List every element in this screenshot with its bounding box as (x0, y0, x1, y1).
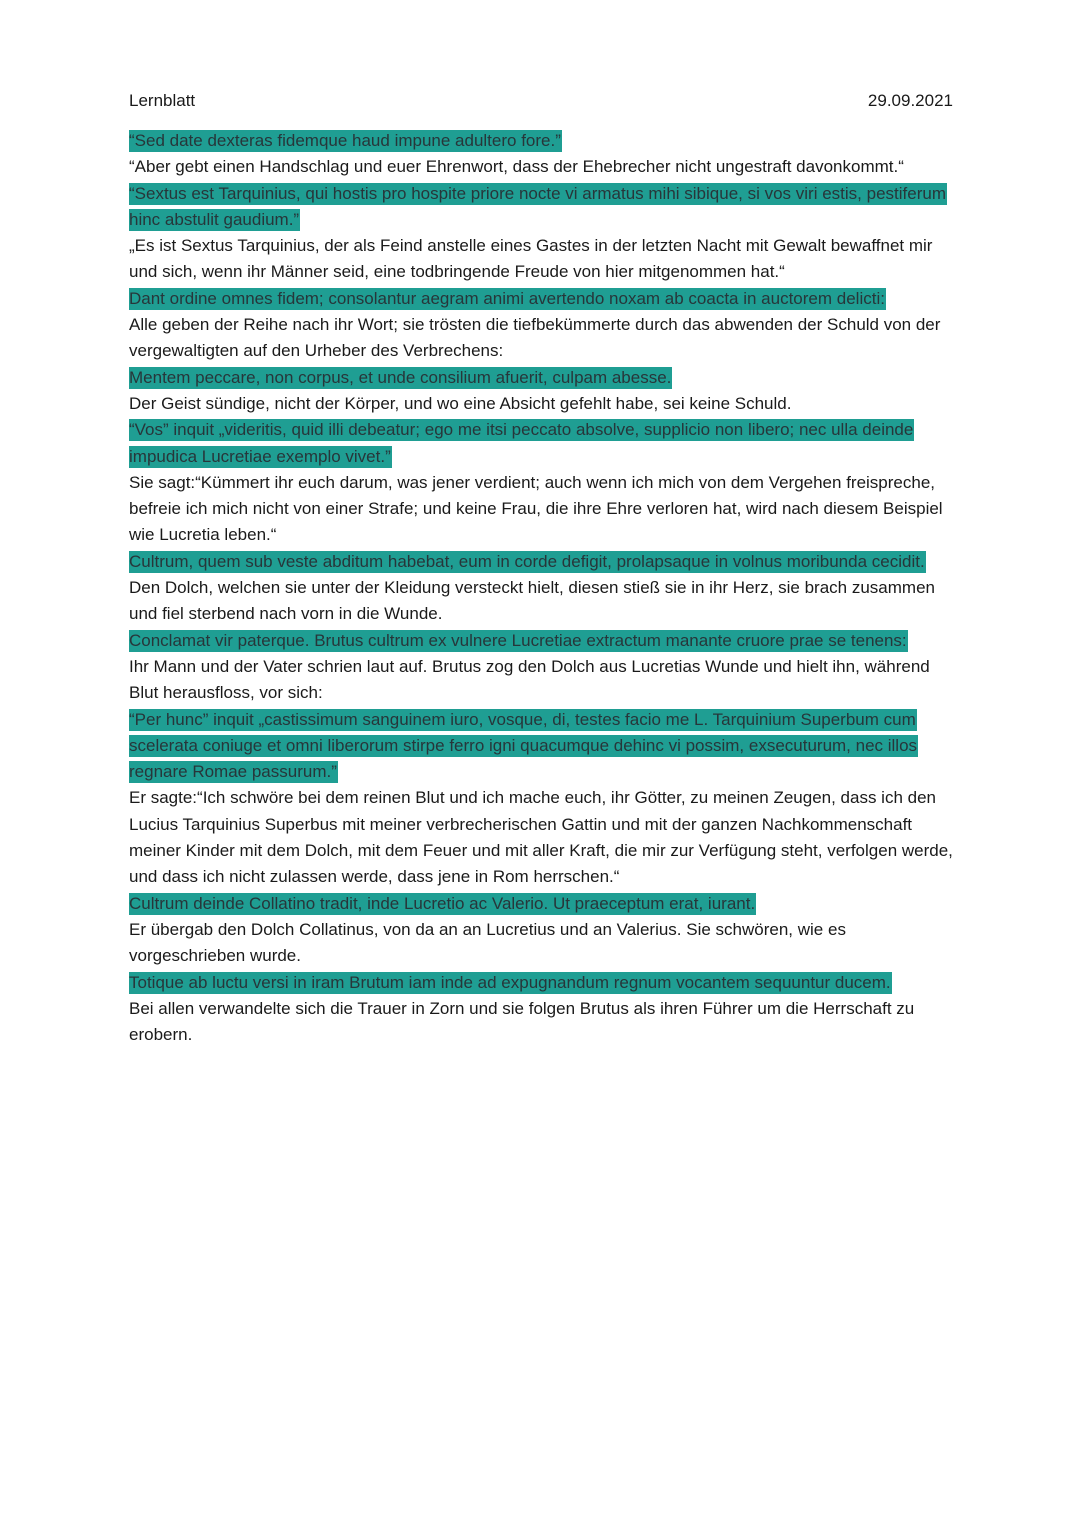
latin-passage (129, 549, 953, 575)
german-translation: Er übergab den Dolch Collatinus, von da an an Lucretius und an Valerius. Sie schwören, wie es vorgeschrieben wurde. (129, 919, 846, 966)
latin-passage (129, 891, 953, 917)
german-translation: Ihr Mann und der Vater schrien laut auf. Brutus zog den Dolch aus Lucretias Wunde und hielt ihn, während Blut herausfloss, vor sich: (129, 656, 930, 703)
german-translation: “Aber gebt einen Handschlag und euer Ehrenwort, dass der Ehebrecher nicht ungestraft davonkommt.“ (129, 157, 904, 177)
latin-highlighted-text: Cultrum, quem sub veste abditum habebat, eum in corde defigit, prolapsaque in volnus moribunda cecidit. (129, 551, 925, 571)
page-header (129, 88, 953, 114)
latin-highlighted-text: “Sextus est Tarquinius, qui hostis pro hospite priore nocte vi armatus mihi sibique, si vos viri estis, pestiferum hinc abstulit gaudium.” (129, 183, 946, 229)
latin-highlighted-text: Totique ab luctu versi in iram Brutum iam inde ad expugnandum regnum vocantem sequuntur ducem. (129, 972, 891, 992)
translation-content (129, 128, 953, 1048)
document-title: Lernblatt (129, 91, 196, 110)
latin-highlighted-text: “Sed date dexteras fidemque haud impune adultero fore.” (129, 131, 561, 150)
latin-highlighted-text: Cultrum deinde Collatino tradit, inde Lucretio ac Valerio. Ut praeceptum erat, iurant. (129, 893, 756, 913)
latin-passage (129, 286, 953, 312)
german-translation: Alle geben der Reihe nach ihr Wort; sie trösten die tiefbekümmerte durch das abwenden der Schuld von der vergewaltigten auf den Urheber des Verbrechens: (129, 315, 941, 361)
latin-passage (129, 365, 953, 391)
german-translation: Den Dolch, welchen sie unter der Kleidung versteckt hielt, diesen stieß sie in ihr Herz, sie brach zusammen und fiel sterbend nach vorn in die Wunde. (129, 578, 935, 624)
latin-passage (129, 181, 953, 234)
latin-highlighted-text: Conclamat vir paterque. Brutus cultrum ex vulnere Lucretiae extractum manante cruore prae se tenens: (129, 630, 907, 650)
german-translation: Bei allen verwandelte sich die Trauer in Zorn und sie folgen Brutus als ihren Führer um die Herrschaft zu erobern. (129, 998, 915, 1045)
latin-passage (129, 970, 953, 996)
latin-passage (129, 628, 953, 654)
latin-highlighted-text: “Per hunc” inquit „castissimum sanguinem iuro, vosque, di, testes facio me L. Tarquinium Superbum cum scelerata coniuge et omni liberorum stirpe ferro igni quacumque dehinc vi possim, exsecuturum, nec illos regnare Romae passurum.” (129, 709, 918, 782)
latin-passage (129, 417, 953, 470)
latin-highlighted-text: Dant ordine omnes fidem; consolantur aegram animi avertendo noxam ab coacta in auctorem delicti: (129, 288, 885, 308)
latin-highlighted-text: “Vos” inquit „videritis, quid illi debeatur; ego me itsi peccato absolve, supplicio non libero; nec ulla deinde impudica Lucretiae exemplo vivet.” (129, 420, 914, 466)
german-translation: Er sagte:“Ich schwöre bei dem reinen Blut und ich mache euch, ihr Götter, zu meinen Zeugen, dass ich den Lucius Tarquinius Superbus mit meiner verbrecherischen Gattin und mit der ganzen Nachkommenschaft meiner Kinder mit dem Dolch, mit dem Feuer und mit aller Kraft, die mir zur Verfügung steht, verfolgen werde, und dass ich nicht zulassen werde, dass jene in Rom herrschen.“ (129, 788, 953, 887)
latin-highlighted-text: Mentem peccare, non corpus, et unde consilium afuerit, culpam abesse. (129, 367, 672, 387)
german-translation: „Es ist Sextus Tarquinius, der als Feind anstelle eines Gastes in der letzten Nacht mit Gewalt bewaffnet mir und sich, wenn ihr Männer seid, eine todbringende Freude von hier mitgenommen hat.“ (129, 236, 933, 282)
latin-passage (129, 707, 953, 786)
latin-passage (129, 128, 953, 154)
german-translation: Der Geist sündige, nicht der Körper, und wo eine Absicht gefehlt habe, sei keine Schuld. (129, 393, 792, 413)
document-date: 29.09.2021 (867, 91, 953, 110)
german-translation: Sie sagt:“Kümmert ihr euch darum, was jener verdient; auch wenn ich mich von dem Vergehen freispreche, befreie ich mich nicht von einer Strafe; und keine Frau, die ihre Ehre verloren hat, wird nach diesem Beispiel wie Lucretia leben.“ (129, 472, 943, 545)
